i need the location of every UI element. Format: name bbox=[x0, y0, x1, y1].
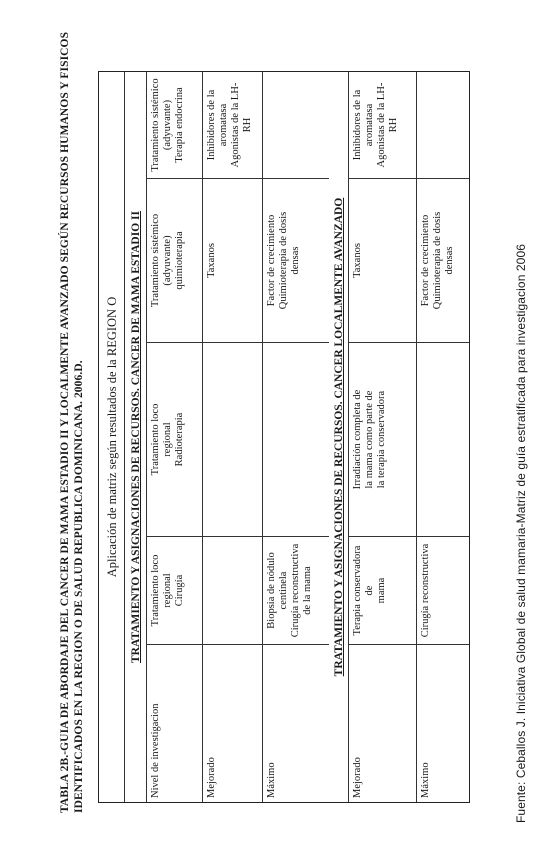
cell-line: Factor de crecimiento bbox=[266, 214, 277, 307]
table-title: TABLA 2B.-GUIA DE ABORDAJE DEL CANCER DE MAMA ESTADIO II Y LOCALMENTE AVANZADO SEGÚN RECURSOS HUMANOS Y FISICOS IDENTIFICADOS EN LA REGION O DE SALUD REPUBLICA DOMINICANA. 2006.D. bbox=[59, 31, 85, 813]
resource-cell bbox=[147, 72, 202, 178]
resource-cell bbox=[417, 342, 469, 536]
cell-line: de la mama bbox=[302, 566, 313, 615]
table-row bbox=[203, 72, 263, 802]
resource-cell bbox=[147, 536, 202, 644]
cell-line: Agonistas de la LH- RH bbox=[230, 82, 253, 168]
cell-line: (adyuvante) bbox=[162, 99, 173, 151]
resource-cell bbox=[417, 178, 469, 342]
resource-cell bbox=[263, 178, 329, 342]
cell-line: regional bbox=[162, 573, 173, 608]
cell-line: Tratamiento sistémico bbox=[150, 213, 161, 308]
level-cell: Mejorado bbox=[203, 644, 262, 802]
cell-line: densas bbox=[290, 246, 301, 275]
cell-line: densas bbox=[444, 246, 455, 275]
resource-cell bbox=[263, 72, 329, 178]
resource-cell bbox=[203, 72, 262, 178]
table-row bbox=[417, 72, 469, 802]
cell-line: (adyuvante) bbox=[162, 235, 173, 286]
cell-line: Terapia conservadora de bbox=[352, 545, 375, 636]
cell-line: Tratamiento loco bbox=[150, 554, 161, 627]
resource-cell bbox=[417, 72, 469, 178]
level-cell: Nivel de investigacion bbox=[147, 644, 202, 802]
cell-line: quimioterapia bbox=[174, 231, 185, 290]
resource-cell bbox=[417, 536, 469, 644]
cell-line: Taxanos bbox=[206, 243, 217, 278]
resource-cell bbox=[203, 536, 262, 644]
section-stage2-rows bbox=[147, 72, 329, 802]
level-cell: Máximo bbox=[417, 644, 469, 802]
cell-line: Radioterapia bbox=[174, 412, 185, 467]
cell-line: Quimioterapia de dosis bbox=[432, 211, 443, 310]
cell-line: la mama como parte de bbox=[364, 390, 375, 489]
cell-line: regional bbox=[162, 422, 173, 457]
resource-cell bbox=[147, 342, 202, 536]
cell-line: Cirugía bbox=[174, 574, 185, 607]
resource-cell bbox=[147, 178, 202, 342]
table-row bbox=[263, 72, 329, 802]
resource-cell bbox=[263, 536, 329, 644]
resource-cell bbox=[349, 536, 416, 644]
table-row bbox=[147, 72, 203, 802]
resource-cell bbox=[203, 178, 262, 342]
cell-line: aromatasa bbox=[364, 103, 375, 147]
resource-cell bbox=[349, 178, 416, 342]
guide-table bbox=[98, 71, 470, 803]
table-row bbox=[349, 72, 417, 802]
resource-cell bbox=[263, 342, 329, 536]
cell-line: Factor de crecimiento bbox=[420, 214, 431, 307]
section-header-stage2: TRATAMIENTO Y ASIGNACIONES DE RECURSOS. CANCER DE MAMA ESTADIO II bbox=[125, 72, 147, 802]
section-header-advanced: TRATAMIENTO Y ASIGNACIONES DE RECURSOS. CANCER LOCALMENTE AVANZADO bbox=[329, 72, 349, 802]
cell-line: Taxanos bbox=[352, 243, 363, 278]
resource-cell bbox=[349, 72, 416, 178]
section-advanced-rows bbox=[349, 72, 469, 802]
table-caption: Aplicación de matriz según resultados de la REGION O bbox=[99, 72, 125, 802]
level-cell: Máximo bbox=[263, 644, 329, 802]
cell-line: aromatasa bbox=[218, 103, 229, 147]
source-note: Fuente: Ceballos J. Iniciativa Global de salud mamaria-Matriz de guía estratificada para investigacion 2006 bbox=[514, 244, 528, 823]
cell-line: Cirugía reconstructiva bbox=[290, 543, 301, 638]
cell-line: Agonistas de la LH- RH bbox=[376, 82, 399, 168]
cell-line: mama bbox=[376, 577, 387, 604]
cell-line: Terapia endocrina bbox=[174, 87, 185, 163]
cell-line: Quimioterapia de dosis bbox=[278, 211, 289, 310]
level-cell: Mejorado bbox=[349, 644, 416, 802]
cell-line: Cirugía reconstructiva bbox=[420, 543, 431, 638]
cell-line: Inhibidores de la bbox=[352, 89, 363, 161]
cell-line: la terapia conservadora bbox=[376, 390, 387, 489]
resource-cell bbox=[203, 342, 262, 536]
cell-line: Irradiación completa de bbox=[352, 389, 363, 490]
resource-cell bbox=[349, 342, 416, 536]
cell-line: Tratamiento loco bbox=[150, 403, 161, 476]
cell-line: Inhibidores de la bbox=[206, 89, 217, 161]
cell-line: Tratamiento sistémico bbox=[150, 78, 161, 172]
cell-line: Biopsia de nódulo bbox=[266, 552, 277, 629]
cell-line: centinela bbox=[278, 571, 289, 610]
